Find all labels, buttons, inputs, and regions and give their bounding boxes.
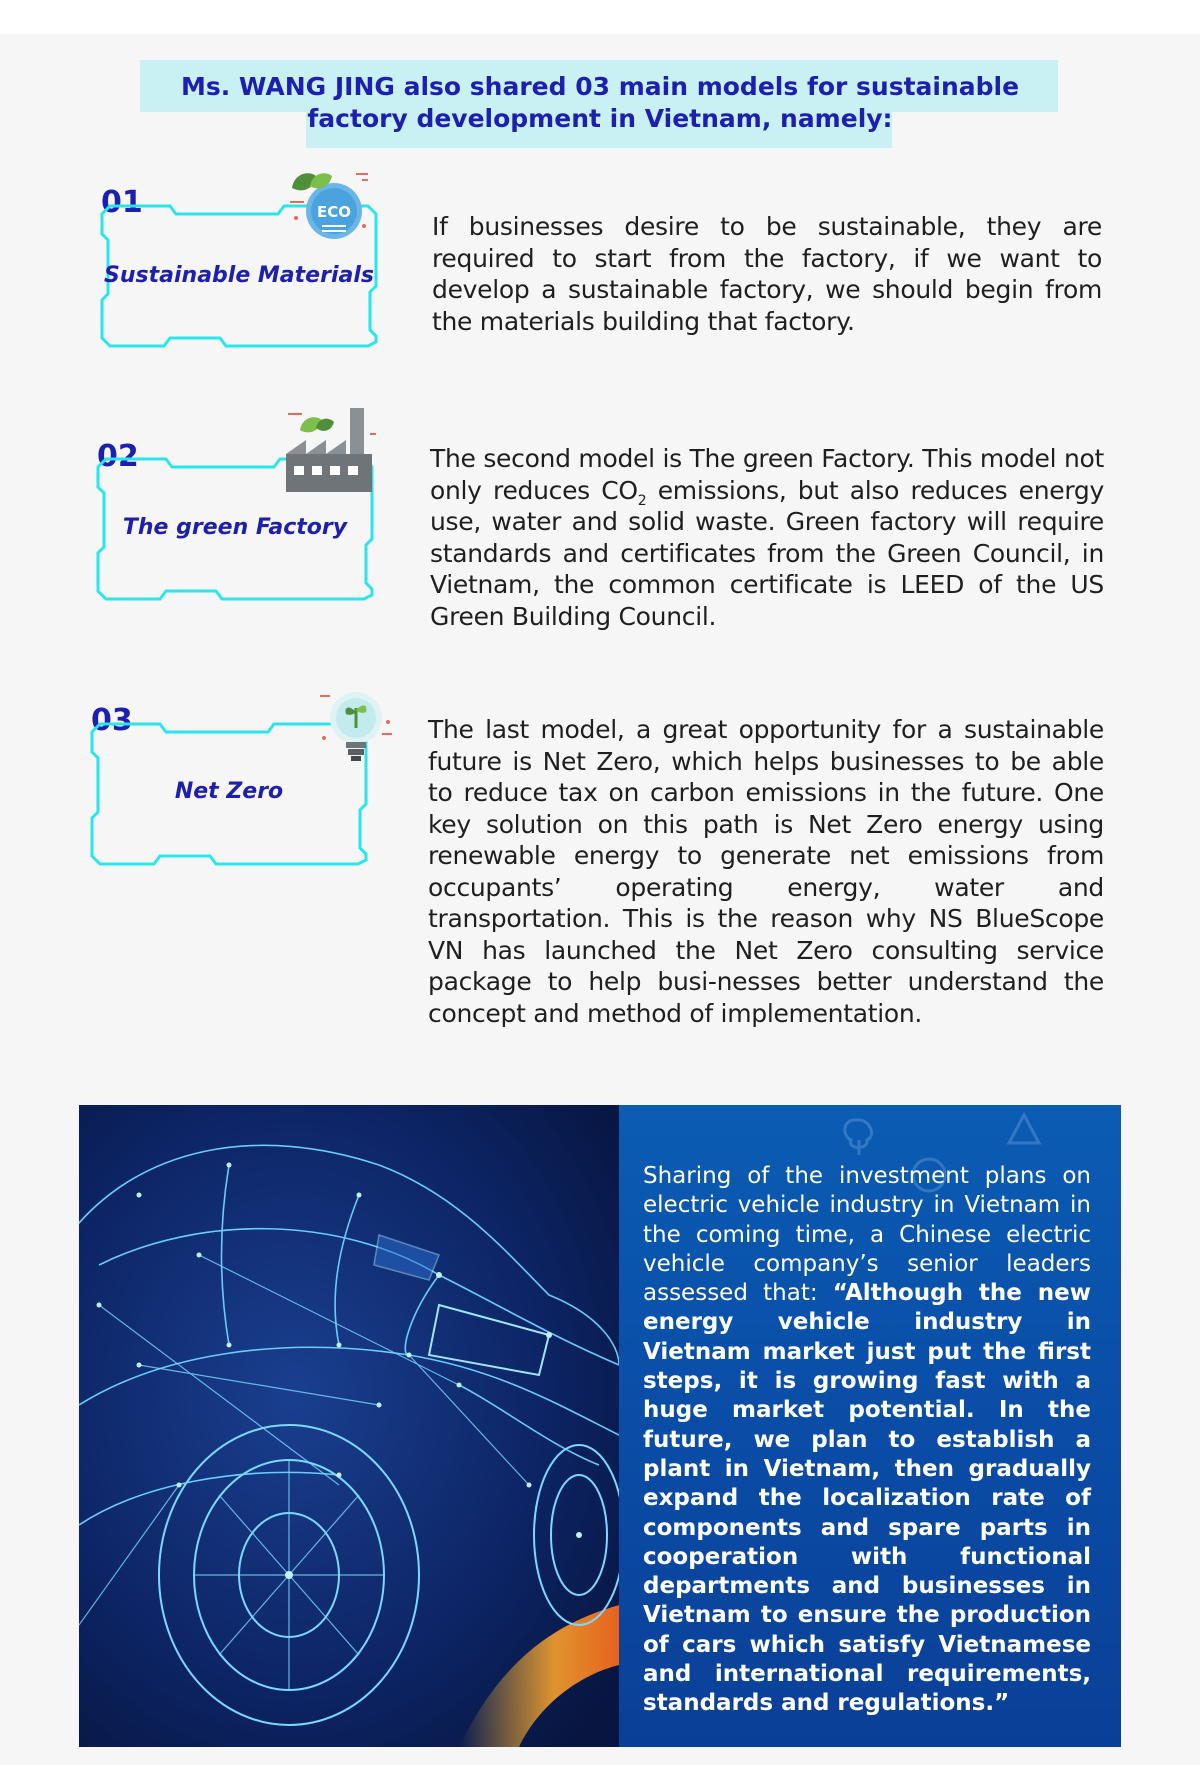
- eco-leaf-icon: [286, 166, 372, 248]
- eco-icon-label: ECO: [316, 203, 352, 221]
- quote-bold: “Although the new energy vehicle industry in Vietnam market just put the first steps, it is growing fast with a huge market potential. In the future, we plan to establish a plant in Vietnam, then gradually expand the localization rate of components and spare parts in cooperation with functional departments and businesses in Vietnam to ensure the production of cars which satisfy Vietnamese and international requirements, standards and regulations.”: [643, 1280, 1091, 1717]
- model-description-text: The second model is The green Factory. This model not only reduces CO: [430, 444, 1104, 505]
- header-line-1: Ms. WANG JING also shared 03 main models for sustainable: [180, 72, 1020, 101]
- model-number: 01: [101, 185, 143, 220]
- model-title: The green Factory: [122, 515, 348, 540]
- ev-banner: [79, 1105, 1121, 1747]
- model-title: Sustainable Materials: [104, 263, 374, 288]
- model-description: If businesses desire to be sustainable, they are required to start from the factory, if we want to develop a sustainable factory, we should begin from the materials building that factory.: [432, 212, 1102, 336]
- model-description: [430, 443, 1104, 632]
- wireframe-car-illustration: [79, 1105, 619, 1747]
- quote-text: [643, 1162, 1091, 1719]
- header-line-2: factory development in Vietnam, namely:: [307, 104, 893, 133]
- model-description-text: emissions, but also reduces energy use, water and solid waste. Green factory will require standards and certificates from the Green Council, in Vietnam, the common certificate is LEED of the US Green Building Council.: [430, 475, 1104, 631]
- model-number: 03: [91, 703, 133, 738]
- factory-icon: [284, 404, 376, 494]
- lightbulb-sprout-icon: [318, 688, 394, 768]
- quote-intro: Sharing of the investment plans on electric vehicle industry in Vietnam in the coming time, a Chinese electric vehicle company’s senior leaders assessed that:: [643, 1163, 1091, 1307]
- model-description: The last model, a great opportunity for a sustainable future is Net Zero, which helps businesses to be able to reduce tax on carbon emissions in the future. One key solution on this path is Net Zero energy using renewable energy to generate net emissions from occupants’ operating energy, water and transportation. This is the reason why NS BlueScope VN has launched the Net Zero consulting service package to help busi-nesses better understand the concept and method of implementation.: [428, 715, 1104, 1028]
- model-number: 02: [97, 439, 139, 474]
- co2-subscript: 2: [637, 492, 647, 509]
- model-title: Net Zero: [174, 779, 284, 804]
